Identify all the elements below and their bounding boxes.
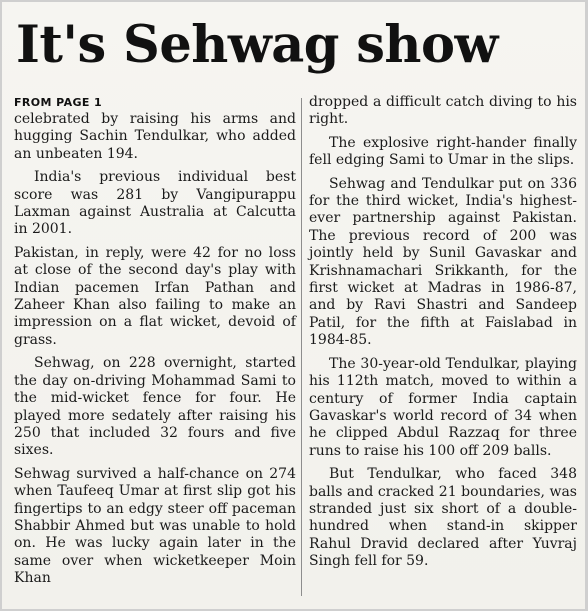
paragraph: But Tendulkar, who faced 348 balls and cracked 21 boundaries, was stranded just six short of a double-hundred when stand-in skipper Rahul Dravid declared after Yuvraj Singh fell for 59.	[309, 466, 577, 570]
paragraph: Sehwag, on 228 overnight, started the day on-driving Mohammad Sami to the mid-wicket fence for four. He played more sedately after raising his 250 that included 32 fours and five sixes.	[14, 355, 296, 459]
headline: It's Sehwag show	[16, 15, 498, 75]
paragraph: Pakistan, in reply, were 42 for no loss at close of the second day's play with Indian pacemen Irfan Pathan and Zaheer Khan also failing to make an impression on a flat wicket, devoid of grass.	[14, 244, 296, 348]
paragraph: The explosive right-hander finally fell edging Sami to Umar in the slips.	[309, 134, 577, 169]
paragraph: Sehwag survived a half-chance on 274 when Taufeeq Umar at first slip got his fingertips to an edgy steer off paceman Shabbir Ahmed but was unable to hold on. He was lucky again later in the same over when wicketkeeper Moin Khan	[14, 465, 296, 587]
article-body	[14, 94, 576, 602]
paragraph: The 30-year-old Tendulkar, playing his 112th match, moved to within a century of former India captain Gavaskar's world record of 34 when he clipped Abdul Razzaq for three runs to raise his 100 off 209 balls.	[309, 355, 577, 459]
paragraph: celebrated by raising his arms and hugging Sachin Tendulkar, who added an unbeaten 194.	[14, 111, 296, 162]
paragraph: Sehwag and Tendulkar put on 336 for the third wicket, India's highest-ever partnership against Pakistan. The previous record of 200 was jointly held by Sunil Gavaskar and Krishnamachari Srikkanth, for the first wicket at Madras in 1986-87, and by Ravi Shastri and Sandeep Patil, for the fifth at Faislabad in 1984-85.	[309, 175, 577, 349]
left-column	[14, 94, 296, 594]
paragraph: India's previous individual best score was 281 by Vangipurappu Laxman against Australia at Calcutta in 2001.	[14, 169, 296, 238]
paragraph: dropped a difficult catch diving to his right.	[309, 94, 577, 128]
right-column	[309, 94, 577, 577]
column-divider	[301, 98, 302, 596]
continuation-kicker: FROM PAGE 1	[14, 96, 103, 109]
